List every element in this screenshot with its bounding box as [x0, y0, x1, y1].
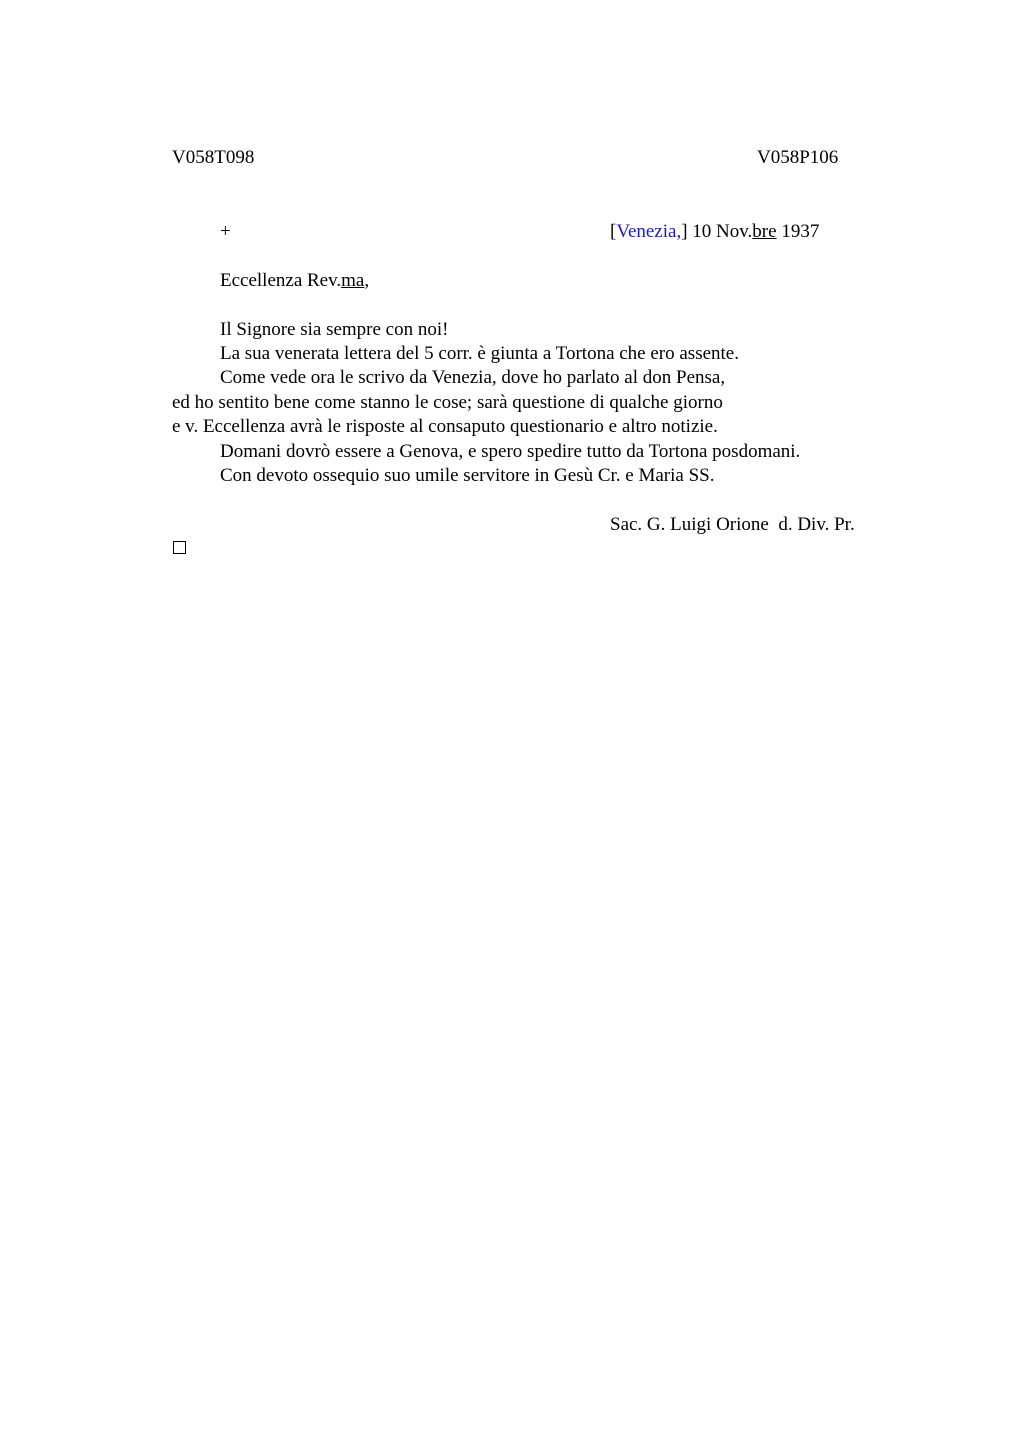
body-line: Domani dovrò essere a Genova, e spero spedire tutto da Tortona posdomani. [220, 441, 801, 462]
body-line: e v. Eccellenza avrà le risposte al consaputo questionario e altro notizie. [172, 416, 718, 437]
document-code-left: V058T098 [172, 147, 255, 168]
dateline [610, 220, 819, 244]
empty-square-icon [173, 541, 186, 554]
salutation-comma: , [364, 270, 370, 291]
dateline-day-month: 10 Nov. [687, 221, 753, 242]
body-line: Con devoto ossequio suo umile servitore in Gesù Cr. e Maria SS. [220, 465, 715, 486]
body-line: Come vede ora le scrivo da Venezia, dove ho parlato al don Pensa, [220, 367, 726, 388]
salutation-prefix: Eccellenza Rev. [220, 270, 342, 291]
document-code-right: V058P106 [757, 147, 839, 168]
body-line: La sua venerata lettera del 5 corr. è giunta a Tortona che ero assente. [220, 343, 739, 364]
dateline-month-suffix: bre [752, 221, 777, 242]
body-line: Il Signore sia sempre con noi! [220, 319, 449, 340]
body-line: ed ho sentito bene come stanno le cose; sarà questione di qualche giorno [172, 392, 723, 413]
salutation [220, 269, 369, 293]
dateline-bracket-open: [ [610, 221, 617, 242]
salutation-superscript: ma [341, 270, 365, 291]
signature: Sac. G. Luigi Orione d. Div. Pr. [610, 514, 855, 535]
cross-mark: + [220, 221, 231, 242]
dateline-year: 1937 [776, 221, 820, 242]
dateline-bracket-close: ] [681, 221, 688, 242]
dateline-place: Venezia, [616, 221, 682, 242]
